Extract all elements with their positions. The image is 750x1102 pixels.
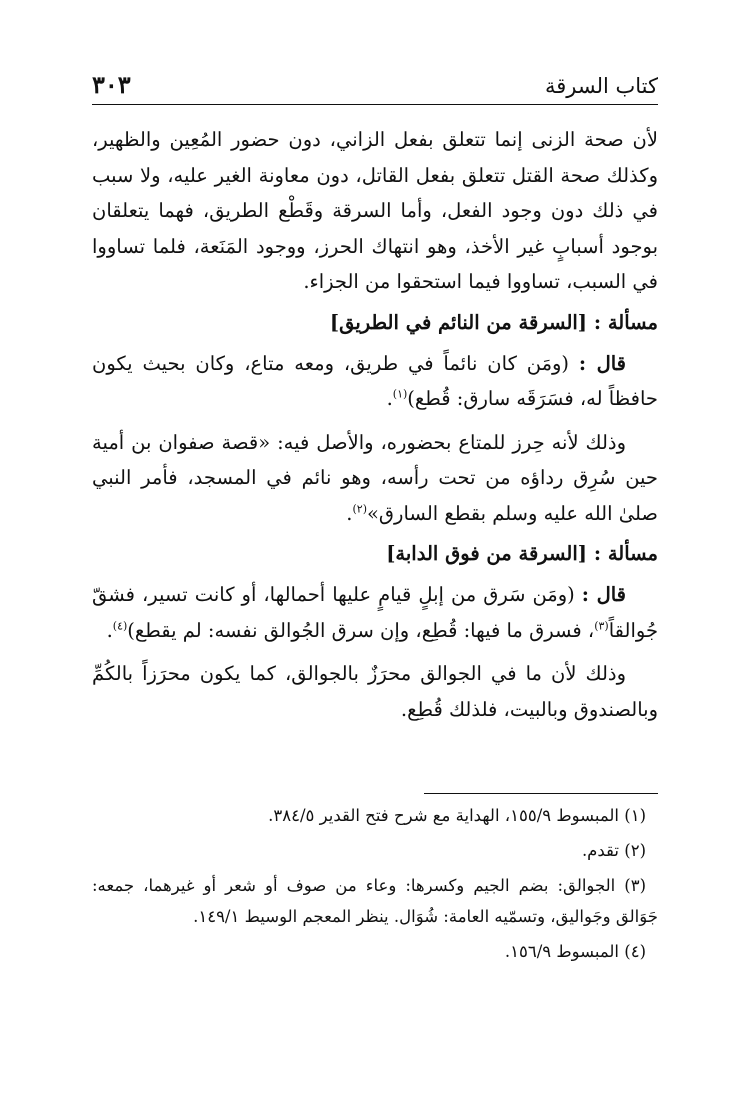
footnote-ref-2[interactable]: (٢) <box>352 502 367 515</box>
footnote-ref-1[interactable]: (١) <box>392 387 408 401</box>
paragraph-1: لأن صحة الزنى إنما تتعلق بفعل الزاني، دون حضور المُعِين والظهير، وكذلك صحة القتل تتعلق بفعل القاتل، دون معاونة الغير عليه، ولا سبب في ذلك دون وجود الفعل، وأما السرقة وقَطْع الطريق، فهما يتعلقان بوجود أسبابٍ غير الأخذ، وهو انتهاك الحرز، ووجود المَنَعة، فلما تساووا في السبب، تساووا فيما استحقوا من الجزاء. <box>92 128 658 293</box>
issue-label: مسألة : <box>593 310 658 334</box>
footnote-3: (٣) الجوالق: بضم الجيم وكسرها: وعاء من صوف أو شعر أو غيرهما، جمعه: جَوَالق وجَواليق، وتسمّيه العامة: شُوَال. ينظر المعجم الوسيط ١٤٩/١. <box>92 876 658 926</box>
quote-text-a: (ومَن سَرق من إبلٍ قيامٍ عليها أحمالها، أو كانت تسير، فشقّ جُوالقاً <box>92 583 658 642</box>
qala-label: قال : <box>578 351 627 375</box>
period: . <box>386 387 393 410</box>
main-text <box>92 122 658 727</box>
issue-title: [السرقة من فوق الدابة] <box>386 542 588 565</box>
issue-heading-2 <box>92 535 658 573</box>
period: . <box>106 618 113 642</box>
paragraph-3 <box>92 425 658 532</box>
quote-text: (ومَن كان نائماً في طريق، ومعه متاع، وكان بحيث يكون حافظاً له، فسَرَقَه سارق: قُطع) <box>92 351 658 410</box>
footnote-1: (١) المبسوط ١٥٥/٩، الهداية مع شرح فتح القدير ٣٨٤/٥. <box>268 806 646 825</box>
commentary-text: وذلك لأنه حِرز للمتاع بحضوره، والأصل فيه: «قصة صفوان بن أمية حين سُرِق رداؤه من تحت رأسه، وهو نائم في المسجد، فأمر النبي صلىٰ الله عليه وسلم بقطع السارق» <box>92 430 658 525</box>
issue-label: مسألة : <box>593 542 658 565</box>
footnote-divider <box>424 793 658 794</box>
footnote-4: (٤) المبسوط ١٥٦/٩. <box>504 942 646 961</box>
footnote-ref-3[interactable]: (٣) <box>594 619 609 632</box>
paragraph-4 <box>92 577 658 648</box>
chapter-title: كتاب السرقة <box>544 74 658 98</box>
paragraph-2 <box>92 346 658 417</box>
issue-heading-1 <box>92 304 658 342</box>
qala-label: قال : <box>581 583 626 606</box>
issue-title: [السرقة من النائم في الطريق] <box>329 310 588 334</box>
footnote-2: (٢) تقدم. <box>581 841 646 860</box>
page-number: ٣٠٣ <box>92 70 131 99</box>
footnote-ref-4[interactable]: (٤) <box>112 619 128 632</box>
paragraph-5: وذلك لأن ما في الجوالق محرَزٌ بالجوالق، كما يكون محرَزاً بالكُمِّ وبالصندوق وبالبيت، فلذلك قُطِع. <box>92 662 658 721</box>
period: . <box>346 501 353 525</box>
quote-text-b: ، فسرق ما فيها: قُطِع، وإن سرق الجُوالق نفسه: لم يقطع) <box>127 618 595 642</box>
footnotes <box>92 800 658 971</box>
running-header <box>92 62 658 105</box>
